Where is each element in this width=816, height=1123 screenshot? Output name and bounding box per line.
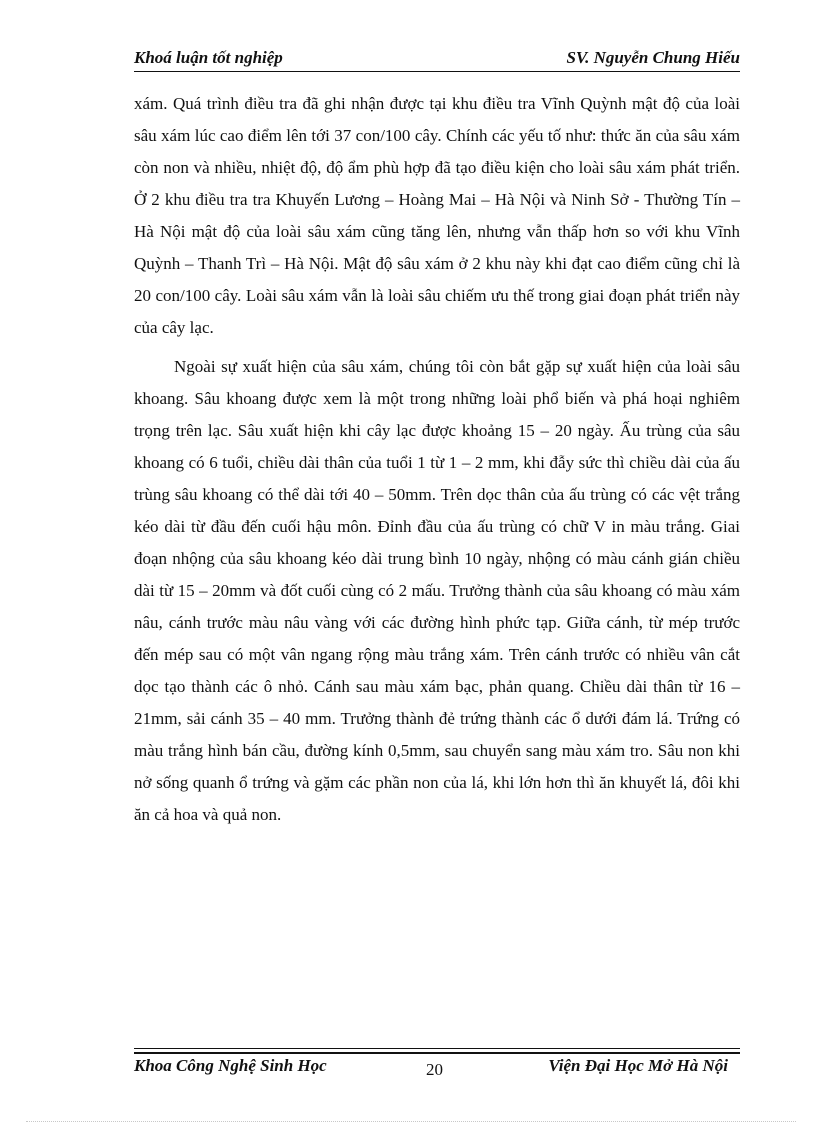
page-body [134, 88, 740, 838]
page-footer [134, 1054, 740, 1080]
page-header [134, 48, 740, 70]
page-number: 20 [426, 1060, 443, 1079]
body-paragraph-2: Ngoài sự xuất hiện của sâu xám, chúng tôi còn bắt gặp sự xuất hiện của loài sâu khoang. Sâu khoang được xem là một trong những loài phổ biến và phá hoại nghiêm trọng trên lạc. Sâu xuất hiện khi cây lạc được khoảng 15 – 20 ngày. Ấu trùng của sâu khoang có 6 tuổi, chiều dài thân của tuổi 1 từ 1 – 2 mm, khi đẫy sức thì chiều dài của ấu trùng sâu khoang có thể dài tới 40 – 50mm. Trên dọc thân của ấu trùng có các vệt trắng kéo dài từ đầu đến cuối hậu môn. Đỉnh đầu của ấu trùng có chữ V in màu trắng. Giai đoạn nhộng của sâu khoang kéo dài trung bình 10 ngày, nhộng có màu cánh gián chiều dài từ 15 – 20mm và đốt cuối cùng có 2 mấu. Trưởng thành của sâu khoang có màu xám nâu, cánh trước màu nâu vàng với các đường hình phức tạp. Giữa cánh, từ mép trước đến mép sau có một vân ngang rộng màu trắng xám. Trên cánh trước có nhiều vân cắt dọc tạo thành các ô nhỏ. Cánh sau màu xám bạc, phản quang. Chiều dài thân từ 16 – 21mm, sải cánh 35 – 40 mm. Trưởng thành đẻ trứng thành các ổ dưới đám lá. Trứng có màu trắng hình bán cầu, đường kính 0,5mm, sau chuyển sang màu xám tro. Sâu non khi nở sống quanh ổ trứng và gặm các phần non của lá, khi lớn hơn thì ăn khuyết lá, đôi khi ăn cả hoa và quả non. [134, 357, 740, 824]
header-divider [134, 71, 740, 72]
page-edge-dotted-line [26, 1121, 796, 1122]
body-paragraph-1: xám. Quá trình điều tra đã ghi nhận được tại khu điều tra Vĩnh Quỳnh mật độ của loài sâu xám lúc cao điểm lên tới 37 con/100 cây. Chính các yếu tố như: thức ăn của sâu xám còn non và nhiều, nhiệt độ, độ ẩm phù hợp đã tạo điều kiện cho loài sâu xám phát triển. Ở 2 khu điều tra tra Khuyến Lương – Hoàng Mai – Hà Nội và Ninh Sở - Thường Tín – Hà Nội mật độ của loài sâu xám cũng tăng lên, nhưng vẫn thấp hơn so với khu Vĩnh Quỳnh – Thanh Trì – Hà Nội. Mật độ sâu xám ở 2 khu này khi đạt cao điểm cũng chỉ là 20 con/100 cây. Loài sâu xám vẫn là loài sâu chiếm ưu thế trong giai đoạn phát triển này của cây lạc. [134, 94, 740, 337]
footer-faculty: Khoa Công Nghệ Sinh Học [134, 1056, 327, 1075]
header-student-name: SV. Nguyễn Chung Hiếu [566, 48, 740, 67]
header-thesis-title: Khoá luận tốt nghiệp [134, 48, 283, 67]
footer-institution: Viện Đại Học Mở Hà Nội [548, 1056, 728, 1075]
footer-divider-thin [134, 1048, 740, 1049]
